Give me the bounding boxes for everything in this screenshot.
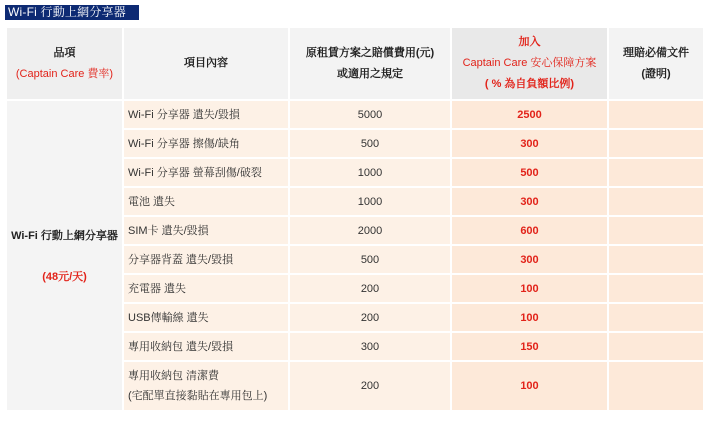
product-rate: (48元/天): [42, 271, 87, 283]
header-item-content: [124, 28, 288, 99]
header-required-docs-line1: 理賠必備文件: [623, 46, 689, 59]
required-docs-cell: [609, 362, 703, 410]
original-cost-cell: 500: [290, 130, 450, 157]
captain-care-cost-cell: 300: [452, 188, 607, 215]
item-cell: 分享器背蓋 遺失/毀損: [124, 246, 288, 273]
header-item-content-label: 項目內容: [184, 57, 228, 69]
original-cost-cell: 500: [290, 246, 450, 273]
original-cost-cell: 200: [290, 275, 450, 302]
required-docs-cell: [609, 275, 703, 302]
required-docs-cell: [609, 188, 703, 215]
product-cell: [7, 101, 122, 410]
captain-care-cost-cell: 300: [452, 246, 607, 273]
item-cell: 電池 遺失: [124, 188, 288, 215]
header-captain-care-line3: ( % 為自負額比例): [484, 78, 575, 90]
header-captain-care: [452, 28, 607, 99]
required-docs-cell: [609, 304, 703, 331]
item-cell: SIM卡 遺失/毀損: [124, 217, 288, 244]
required-docs-cell: [609, 101, 703, 128]
compensation-table-container: [5, 26, 701, 416]
captain-care-cost-cell: 100: [452, 304, 607, 331]
header-original-cost-line1: 原租賃方案之賠償費用(元): [305, 46, 435, 59]
required-docs-cell: [609, 130, 703, 157]
header-required-docs: [609, 28, 703, 99]
header-captain-care-line2: Captain Care 安心保障方案: [462, 57, 597, 69]
required-docs-cell: [609, 217, 703, 244]
original-cost-cell: 1000: [290, 188, 450, 215]
header-product-rate-label: (Captain Care 費率): [15, 67, 114, 80]
header-original-cost-line2: 或適用之規定: [337, 67, 403, 80]
item-cell: Wi-Fi 分享器 擦傷/缺角: [124, 130, 288, 157]
header-product-label: 品項: [53, 46, 76, 59]
required-docs-cell: [609, 246, 703, 273]
original-cost-cell: 200: [290, 304, 450, 331]
captain-care-cost-cell: 150: [452, 333, 607, 360]
header-required-docs-line2: (證明): [641, 67, 671, 80]
table-header-row: [7, 28, 703, 99]
original-cost-cell: 1000: [290, 159, 450, 186]
item-cell: Wi-Fi 分享器 螢幕刮傷/破裂: [124, 159, 288, 186]
captain-care-cost-cell: 600: [452, 217, 607, 244]
header-product: [7, 28, 122, 99]
captain-care-cost-cell: 100: [452, 275, 607, 302]
original-cost-cell: 300: [290, 333, 450, 360]
captain-care-cost-cell: 300: [452, 130, 607, 157]
captain-care-cost-cell: 2500: [452, 101, 607, 128]
original-cost-cell: 200: [290, 362, 450, 410]
header-captain-care-line1: 加入: [518, 36, 541, 48]
item-cell: 充電器 遺失: [124, 275, 288, 302]
section-title: Wi-Fi 行動上網分享器: [5, 5, 139, 20]
captain-care-cost-cell: 500: [452, 159, 607, 186]
original-cost-cell: 5000: [290, 101, 450, 128]
required-docs-cell: [609, 159, 703, 186]
item-cell: 專用收納包 遺失/毀損: [124, 333, 288, 360]
compensation-table: [5, 26, 705, 412]
item-cell: Wi-Fi 分享器 遺失/毀損: [124, 101, 288, 128]
header-original-cost: [290, 28, 450, 99]
item-cell-line2: (宅配單直接黏貼在專用包上): [128, 390, 268, 402]
original-cost-cell: 2000: [290, 217, 450, 244]
item-cell-line1: 專用收納包 清潔費: [128, 370, 220, 382]
item-cell: [124, 362, 288, 410]
product-name: Wi-Fi 行動上網分享器: [11, 230, 118, 242]
required-docs-cell: [609, 333, 703, 360]
captain-care-cost-cell: 100: [452, 362, 607, 410]
item-cell: USB傳輸線 遺失: [124, 304, 288, 331]
table-row: [7, 101, 703, 128]
